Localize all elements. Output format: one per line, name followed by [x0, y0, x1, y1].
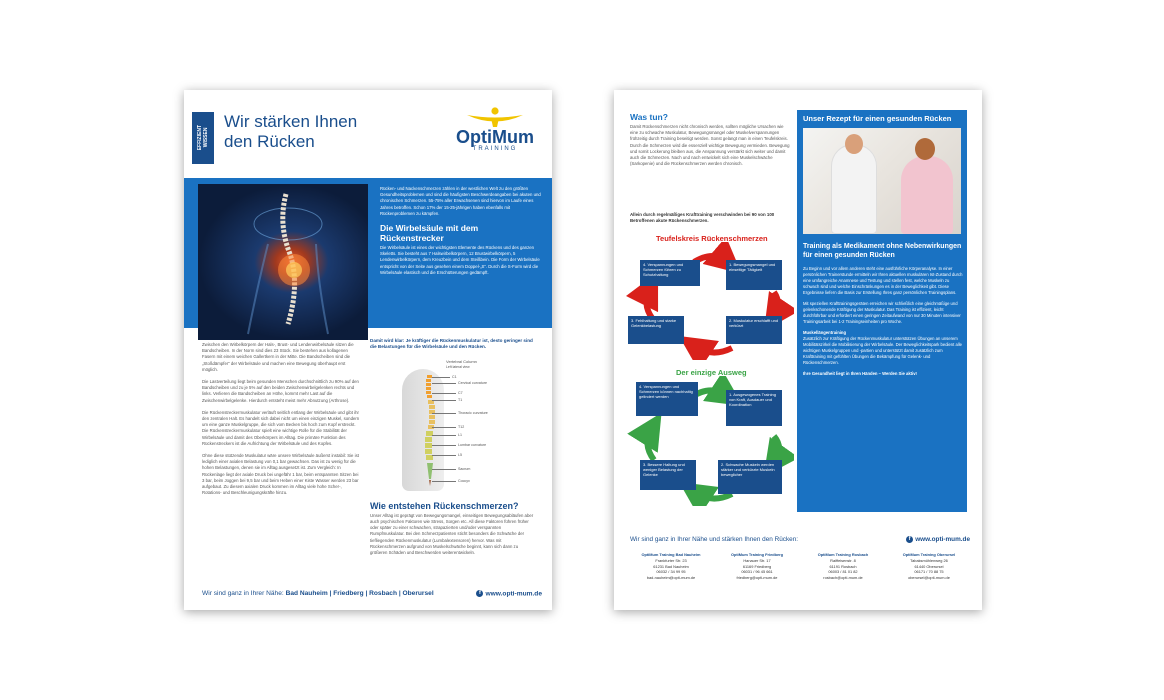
logo-figure-icon: [465, 106, 525, 128]
figure-label: Coccyx: [458, 478, 470, 483]
back-pain-illustration: [198, 184, 368, 340]
cycle1-step-4: 4. Verspannungen und Schmerzen führen zu Schutzhaltung: [640, 260, 700, 286]
website-link[interactable]: f www.opti-mum.de: [476, 590, 542, 597]
facebook-icon: f: [476, 590, 483, 597]
page-title: Wir stärken Ihnen den Rücken: [224, 112, 358, 151]
footer: [202, 590, 542, 597]
was-tun-heading: Was tun?: [630, 112, 668, 122]
paragraph: Die Lastverteilung liegt beim gesunden Menschen durchschnittlich zu 90% auf den Bandscheiben und zu je 5% auf den beiden Zwischenwirbelgelenken rechts und links. Verlieren die Bandscheiben an Höhe, kommt mehr Last auf die Zwischenwirbelgelenke. Hierdurch entsteht meist mehr Abnutzung (Arthrose).: [202, 379, 359, 403]
trainer-head: [845, 134, 863, 154]
sidebar-paragraph: Zusätzlich zur Kräftigung der Rückenmuskulatur unterstützen Übungen an unserem Mobilitätszirkel die Mobilisierung der Wirbelsäule. Der Beweglichkeitspark bedient alle wichtigen Muskelgruppen und -partien und unterstützt damit zusätzlich zum Krafttraining mit gefühlten Übungen die Bekämpfung für Gelenk- und Rückenschmerzen.: [803, 336, 962, 365]
cycle-vicious-title: Teufelskreis Rückenschmerzen: [656, 234, 768, 243]
location-bad-nauheim: OptiMum Training Bad Nauheim Frankfurter Str. 23 61231 Bad Nauheim 06032 / 34 99 95 bad-nauheim@opti-mum.de: [641, 552, 701, 581]
location-oberursel: OptiMum Training Oberursel Tabaksmühlenweg 26 61440 Oberursel 06171 / 70 88 75 oberursel@opti-mum.de: [902, 552, 956, 581]
cycle1-step-2: 2. Muskulatur erschlafft und verkürzt: [726, 316, 782, 344]
cycle2-step-1: 1. Ausgewogenes Training von Kraft, Ausdauer und Koordination: [726, 390, 782, 426]
was-tun-text: Damit Rückenschmerzen nicht chronisch werden, sollten mögliche Ursachen wie eine zu schwache Muskulatur, Bewegungsmangel oder Muskelverspannungen frühzeitig durch Training beseitigt werden. Sonst gelangt man in einen Teufelskreis. Durch die Schmerzen wird die essenziell wichtige Bewegung vermieden. Bewegung und somit Lockerung bleiben aus, die Anspannung verstärkt sich weiter und damit auch die Schmerzen. Nach und nach entwickelt sich eine Muskelschwäche (Sarkopenie) und die Rückenschmerzen werden chronisch.: [630, 124, 790, 167]
paragraph: Zwischen den Wirbelkörpern der Hals-, Brust- und Lendenwirbelsäule sitzen die Bandscheiben. In der Norm sind dies 23 Stück. Sie bestehen aus kollagenen Fasern mit einem weichen Gallertkern in der Mitte. Die Bandscheiben sind die „Stoßdämpfer“ der Wirbelsäule und machen eine Bewegung überhaupt erst möglich.: [202, 342, 354, 372]
vertebral-column-figure: [370, 355, 536, 495]
paragraph: Die Rückenstreckermuskulatur verläuft seitlich entlang der Wirbelsäule und gibt ihr den zentralen Halt. Es handelt sich dabei nicht um einen einzigen Muskel, sondern um eine ganze Muskelgruppe, die sich vom Becken bis hoch zum Kopf erstreckt. Die Rückenstreckermuskulatur spielt eine wichtige Rolle für die Stabilität der Wirbelsäule und damit des Oberkörpers im Alltag. Die primäre Funktion des Rückenstreckers ist die Aufrichtung der Wirbelsäule und des Kopfes.: [202, 409, 360, 446]
flyer-page-front: [184, 90, 552, 610]
figure-label: Thoracic curvature: [458, 410, 488, 415]
footer-prefix: Wir sind ganz in Ihrer Nähe:: [202, 590, 284, 597]
figure-label: T12: [458, 424, 465, 429]
figure-title: Vertebral Column: [446, 358, 477, 364]
figure-label: T1: [458, 397, 463, 402]
key-fact: Allein durch regelmäßiges Krafttraining verschwinden bei 90 von 100 Betroffenen akute Rückenschmerzen.: [630, 212, 775, 224]
figure-subtitle: Left lateral view: [446, 364, 470, 369]
spine-graphic: [422, 375, 436, 487]
sidebar-paragraph: Zu Beginn und vor allem anderen steht eine ausführliche Körperanalyse. In einer persönlichen Trainerstunde ermitteln wir Ihren aktuellen muskulären Ist-Zustand durch eine umfangreiche Anamnese und Testung und stellen fest, welche Muskeln zu schwach sind und welche Einschränkungen es in der Beweglichkeit gibt. Diese Ergebnisse liefern die Basis zur Erstellung Ihres ganz persönlichen Trainingsplans.: [803, 266, 963, 295]
facebook-icon: f: [906, 536, 913, 543]
trainer-figure: [831, 144, 877, 234]
recipe-sidebar: [797, 110, 967, 512]
website-link[interactable]: f www.opti-mum.de: [906, 536, 970, 543]
optimum-logo: OptiMum TRAINING: [454, 106, 536, 160]
sidebar-subheading: Muskellängentraining: [803, 330, 847, 335]
sidebar-text: [803, 266, 963, 382]
location-friedberg: OptiMum Training Friedberg Hanauer Str. 17 61169 Friedberg 06031 / 96 45 661 friedberg@opti-mum.de: [730, 552, 784, 581]
cycle2-step-3: 3. Bessere Haltung und weniger Belastung der Gelenke: [640, 460, 696, 490]
figure-label: Sacrum: [458, 466, 471, 471]
figure-label: Lumbar curvature: [458, 442, 487, 447]
right-column: [370, 338, 536, 556]
cycle1-step-1: 1. Bewegungsmangel und einseitige Tätigkeit: [726, 260, 782, 290]
location-rosbach: OptiMum Training Rosbach Raiffeisenstr. 8 61191 Rosbach 06003 / 81 01 82 rosbach@opti-mum.de: [817, 552, 869, 581]
client-head: [915, 138, 935, 160]
figure-label: Cervical curvature: [458, 380, 487, 385]
section-text: Unser Alltag ist geprägt von Bewegungsmangel, einseitigen Bewegungsabläufen aber auch psychischen Faktoren wie Stress, Sorgen etc. All diese Faktoren führen früher oder später zu einer schwachen, strapazierten und/oder verspannten Rumpfmuskulatur. Bei den Schmerzpatienten sticht besonders die Schwäche der tiefliegenden Rückenmuskulatur (Lumbalextensoren) hervor. Was mit Rückenschmerzen aufgrund von Muskelschwäche beginnt, kann sich dann zu größeren Schäden und Beschwerden weiterentwickeln.: [370, 512, 534, 556]
intro-text: Rücken- und Nackenschmerzen zählen in der westlichen Welt zu den größten Gesundheitsproblemen und sind die häufigsten Beschwerdeangaben bei akuten und chronischen Schmerzen. 55-75% aller Erwachsenen sind hiervon im Laufe eines Jahres betroffen. Schon 17% der 15-25-jährigen haben ebenfalls mit Rückenproblemen zu kämpfen.: [380, 186, 541, 216]
left-column: [202, 342, 360, 502]
intro-band: [184, 178, 552, 328]
footer-locations: Bad Nauheim | Friedberg | Rosbach | Oberursel: [285, 590, 434, 597]
section-heading: Wie entstehen Rückenschmerzen?: [370, 500, 519, 511]
cycle2-step-2: 2. Schwache Muskeln werden stärker und verkürzte Muskeln beweglicher: [718, 460, 782, 494]
figure-label: C7: [458, 390, 463, 395]
flyer-page-back: [614, 90, 982, 610]
lead-statement: Damit wird klar: Je kräftiger die Rückenmuskulatur ist, desto geringer sind die Belastungen für die Wirbelsäule und den Rücken.: [370, 338, 533, 350]
footer-heading: Wir sind ganz in Ihrer Nähe und stärken Ihnen den Rücken:: [630, 536, 799, 543]
sidebar-title: Unser Rezept für einen gesunden Rücken: [803, 114, 952, 123]
cycle-way-out-title: Der einzige Ausweg: [676, 368, 747, 377]
locations-footer: [630, 536, 970, 581]
cycle2-step-4: 4. Verspannungen und Schmerzen können nachhaltig gelindert werden: [636, 382, 698, 416]
paragraph: Ohne diese stützende Muskulatur wäre unsere Wirbelsäule äußerst instabil: Sie ist lediglich einer axialen Belastung von 0,1 bar gewachsen. Das ist zu wenig für die hohen Belastungen, denen sie im Alltag ausgesetzt ist. Zum Vergleich: In Rückenlage liegt der axiale Druck bei ungefähr 1 bar, beim entspannten Sitzen bei 3 bar, beim Joggen bei 9,5 bar und beim Heben einer Kiste Wasser werden 23 bar aufgebaut. Zu diesem axialen Druck kommen im Alltag viele hohe Scher-, Rotations- und Beschleunigungskräfte hinzu.: [202, 453, 359, 496]
sidebar-heading: Training als Medikament ohne Nebenwirkungen für einen gesunden Rücken: [803, 243, 962, 259]
figure-label: C1: [452, 374, 457, 379]
spine-text: Die Wirbelsäule ist eines der wichtigsten Elemente des Rückens und des ganzen Skeletts. Sie besteht aus 7 Halswirbelkörpern, 12 Brustwirbelkörpern, 5 Lendenwirbelkörpern, dem Kreuzbein und dem Steißbein. Die Form der Wirbelsäule entspricht von der Seite aus gesehen einem Doppel-„S“. Durch die S-Form wird die Wirbelsäule elastisch und die Erschütterungen gedämpft.: [380, 245, 540, 275]
training-photo: [803, 128, 961, 234]
spine-heading: Die Wirbelsäule mit dem Rückenstrecker: [380, 223, 479, 244]
figure-label: L5: [458, 452, 462, 457]
effizient-wissen-badge: EFFIZIENT WISSEN: [192, 112, 214, 164]
sidebar-closing: Ihre Gesundheit liegt in Ihren Händen – Werden Sie aktiv!: [803, 371, 917, 376]
client-figure: [901, 156, 953, 234]
sidebar-paragraph: Mit speziellen Krafttrainingsgeräten erreichen wir schließlich eine gleichmäßige und gelenkschonende Kräftigung der Muskulatur. Das Training ist effizient, leicht durchführbar und erfordert einen geringen Zeitaufwand von nur 30 Minuten intensiver Trainingsarbeit bei 1-2 Trainingseinheiten pro Woche.: [803, 301, 961, 324]
figure-label: L1: [458, 432, 462, 437]
cycle1-step-3: 3. Fehlhaltung und starke Gelenkbelastung: [628, 316, 684, 344]
